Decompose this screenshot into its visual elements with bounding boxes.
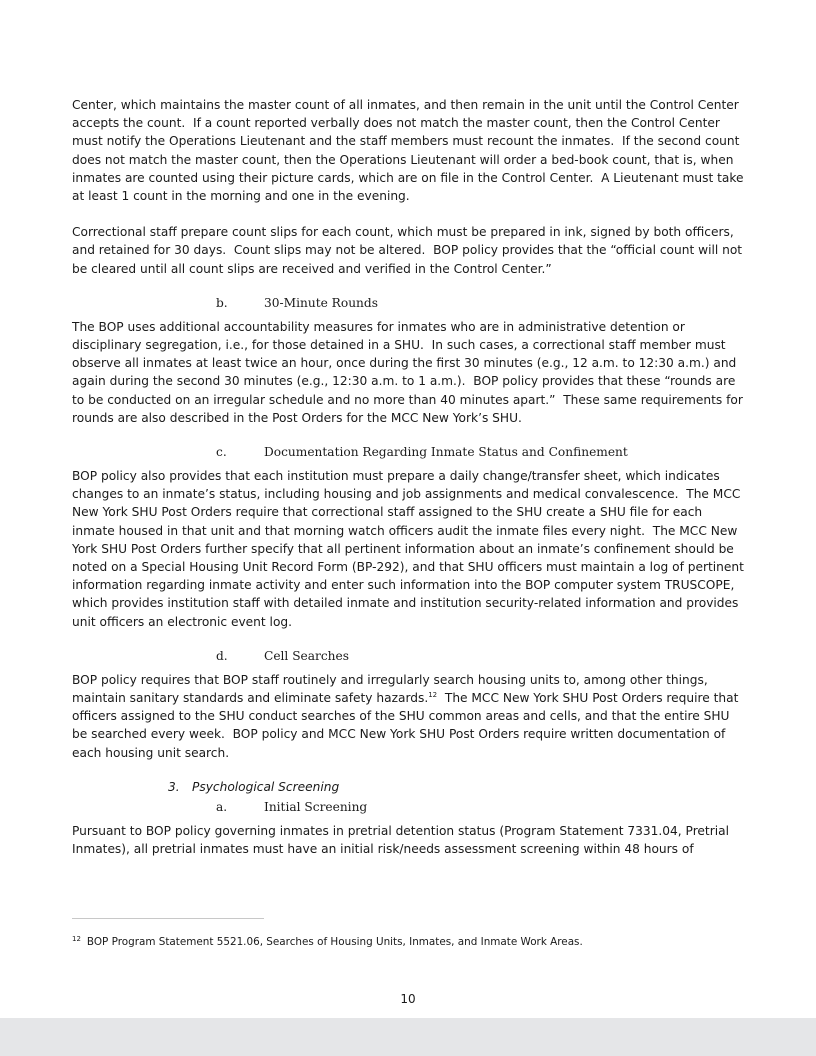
paragraph-count-slips: Correctional staff prepare count slips for each count, which must be prepared in ink, signed by both officers, and retained for 30 days. Count slips may not be altered. BOP policy provides that the “official count will not be cleared until all count slips are received and verified in the Control Center.” — [72, 225, 746, 276]
subheading-initial-screening: a. Initial Screening — [216, 799, 368, 814]
subheading-cell-searches: d. Cell Searches — [216, 648, 350, 663]
footnote-reference[interactable]: 12 — [428, 691, 438, 700]
paragraph-count-procedure: Center, which maintains the master count of all inmates, and then remain in the unit until the Control Center accepts the count. If a count reported verbally does not match the master count, then the Control Center must notify the Operations Lieutenant and the staff members must recount the inmates. If the second count does not match the master count, then the Operations Lieutenant will order a bed-book count, that is, when inmates are counted using their picture cards, which are on file in the Control Center. A Lieutenant must take at least 1 count in the morning and one in the evening. — [72, 98, 748, 204]
subheading-documentation: c. Documentation Regarding Inmate Status and Confinement — [216, 445, 628, 460]
footnote-divider — [72, 918, 264, 919]
paragraph-documentation: BOP policy also provides that each institution must prepare a daily change/transfer sheet, which indicates changes to an inmate’s status, including housing and job assignments and medical convalescence. The MCC New York SHU Post Orders require that correctional staff assigned to the SHU create a SHU file for each inmate housed in that unit and that morning watch officers audit the inmate files every night. The MCC New York SHU Post Orders further specify that all pertinent information about an inmate’s confinement should be noted on a Special Housing Unit Record Form (BP-292), and that SHU officers must maintain a log of pertinent information regarding inmate activity and enter such information into the BOP computer system TRUSCOPE, which provides institution staff with detailed inmate and institution security-related information and provides unit officers an electronic event log. — [72, 469, 748, 629]
footnote-number: 12 — [72, 934, 81, 943]
subheading-30-minute-rounds: b. 30-Minute Rounds — [216, 295, 378, 310]
footnote-text: BOP Program Statement 5521.06, Searches of Housing Units, Inmates, and Inmate Work Areas. — [86, 936, 583, 948]
section-heading-psychological-screening: 3. Psychological Screening — [168, 779, 340, 794]
paragraph-cell-searches: BOP policy requires that BOP staff routinely and irregularly search housing units to, among other things, maintain sanitary standards and eliminate safety hazards.$^{12}$ The MCC New York SHU Post Orders require that officers assigned to the SHU conduct searches of the SHU common areas and cells, and that the entire SHU be searched every week. BOP policy and MCC New York SHU Post Orders require written documentation of each housing unit search. — [72, 672, 743, 760]
paragraph-rounds: The BOP uses additional accountability measures for inmates who are in administrative detention or disciplinary segregation, i.e., for those detained in a SHU. In such cases, a correctional staff member must observe all inmates at least twice an hour, once during the first 30 minutes (e.g., 12 a.m. to 12:30 a.m.) and again during the second 30 minutes (e.g., 12:30 a.m. to 1 a.m.). BOP policy provides that these “rounds are to be conducted on an irregular schedule and no more than 40 minutes apart.” These same requirements for rounds are also described in the Post Orders for the MCC New York’s SHU. — [72, 319, 747, 425]
body-content — [72, 96, 746, 858]
footnote — [72, 934, 746, 950]
page-number: 10 — [400, 992, 416, 1006]
paragraph-initial-screening: Pursuant to BOP policy governing inmates in pretrial detention status (Program Statement 7331.04, Pretrial Inmates), all pretrial inmates must have an initial risk/needs assessment screening within 48 hours of — [72, 823, 733, 857]
